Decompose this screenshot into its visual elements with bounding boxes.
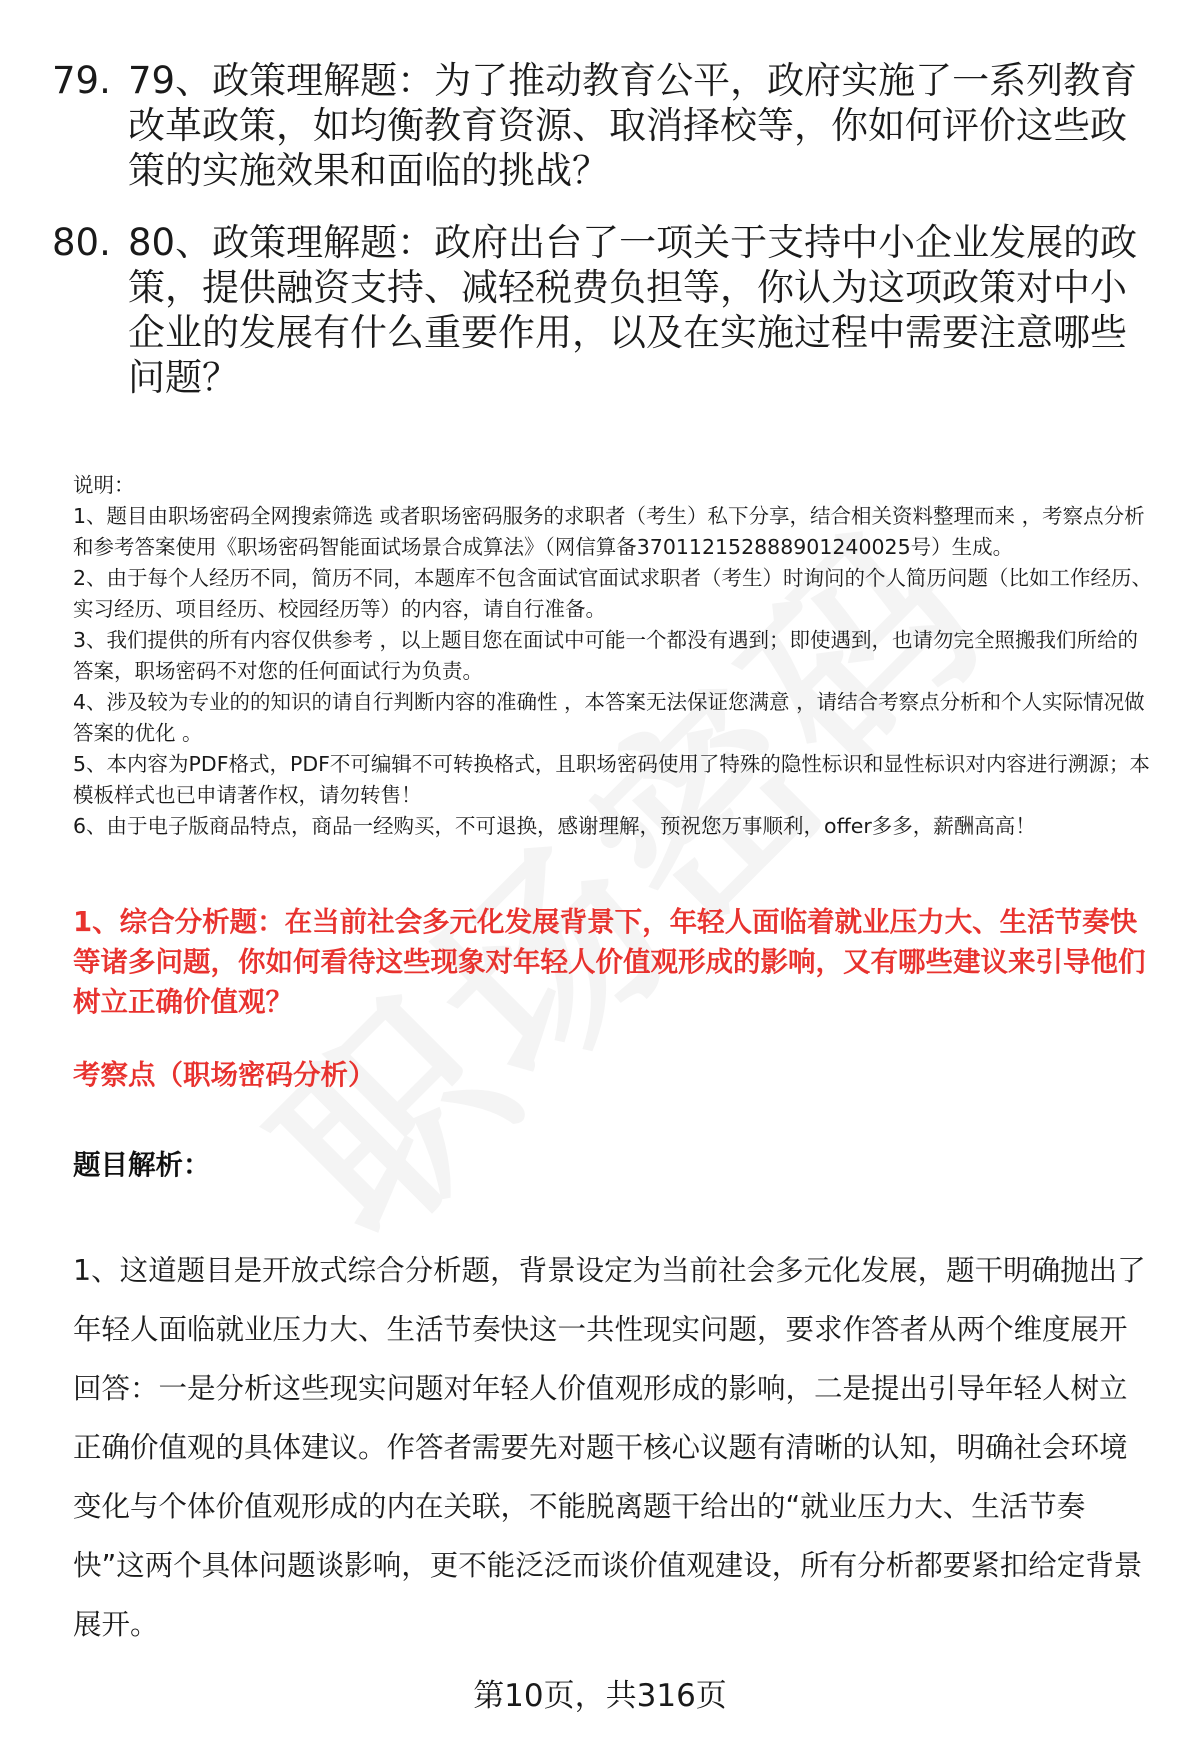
notes-heading: 说明： xyxy=(73,473,135,497)
question-text: 80、政策理解题：政府出台了一项关于支持中小企业发展的政策，提供融资支持、减轻税费负担等，你认为这项政策对中小企业的发展有什么重要作用，以及在实施过程中需要注意哪些问题？ xyxy=(128,221,1138,399)
note-item: 2、由于每个人经历不同，简历不同，本题库不包含面试官面试求职者（考生）时询问的个人简历问题（比如工作经历、实习经历、项目经历、校园经历等）的内容，请自行准备。 xyxy=(73,566,1153,621)
list-item xyxy=(52,220,1152,400)
list-item xyxy=(52,58,1152,193)
note-item: 3、我们提供的所有内容仅供参考 ，以上题目您在面试中可能一个都没有遇到；即使遇到，也请勿完全照搬我们所给的答案，职场密码不对您的任何面试行为负责。 xyxy=(73,628,1139,683)
question-number: 79. xyxy=(52,59,111,102)
note-item: 4、涉及较为专业的的知识的请自行判断内容的准确性 ，本答案无法保证您满意 ，请结合考察点分析和个人实际情况做答案的优化 。 xyxy=(73,690,1145,745)
analysis-heading: 题目解析： xyxy=(73,1149,211,1181)
note-item: 6、由于电子版商品特点，商品一经购买，不可退换，感谢理解，预祝您万事顺利，offer多多，薪酬高高！ xyxy=(73,814,1036,838)
kaocha-heading: 考察点（职场密码分析） xyxy=(73,1059,376,1091)
note-item: 1、题目由职场密码全网搜索筛选 或者职场密码服务的求职者（考生）私下分享，结合相关资料整理而来 ，考察点分析和参考答案使用《职场密码智能面试场景合成算法》（网信算备370112152888901240025号）生成。 xyxy=(73,504,1145,559)
question-list xyxy=(52,58,1152,427)
page-footer: 第10页，共316页 xyxy=(473,1678,727,1714)
question-number: 80. xyxy=(52,221,111,264)
question-text: 79、政策理解题：为了推动教育公平，政府实施了一系列教育改革政策，如均衡教育资源、取消择校等，你如何评价这些政策的实施效果和面临的挑战？ xyxy=(128,59,1138,192)
analysis-paragraph: 1、这道题目是开放式综合分析题，背景设定为当前社会多元化发展，题干明确抛出了年轻人面临就业压力大、生活节奏快这一共性现实问题，要求作答者从两个维度展开回答：一是分析这些现实问题对年轻人价值观形成的影响，二是提出引导年轻人树立正确价值观的具体建议。作答者需要先对题干核心议题有清晰的认知，明确社会环境变化与个体价值观形成的内在关联，不能脱离题干给出的“就业压力大、生活节奏快”这两个具体问题谈影响，更不能泛泛而谈价值观建设，所有分析都要紧扣给定背景展开。 xyxy=(73,1254,1146,1641)
note-item: 5、本内容为PDF格式，PDF不可编辑不可转换格式，且职场密码使用了特殊的隐性标识和显性标识对内容进行溯源；本模板样式也已申请著作权，请勿转售！ xyxy=(73,752,1150,807)
notes-section xyxy=(73,470,1158,842)
question-title: 1、综合分析题：在当前社会多元化发展背景下，年轻人面临着就业压力大、生活节奏快等诸多问题，你如何看待这些现象对年轻人价值观形成的影响，又有哪些建议来引导他们树立正确价值观？ xyxy=(73,906,1146,1018)
